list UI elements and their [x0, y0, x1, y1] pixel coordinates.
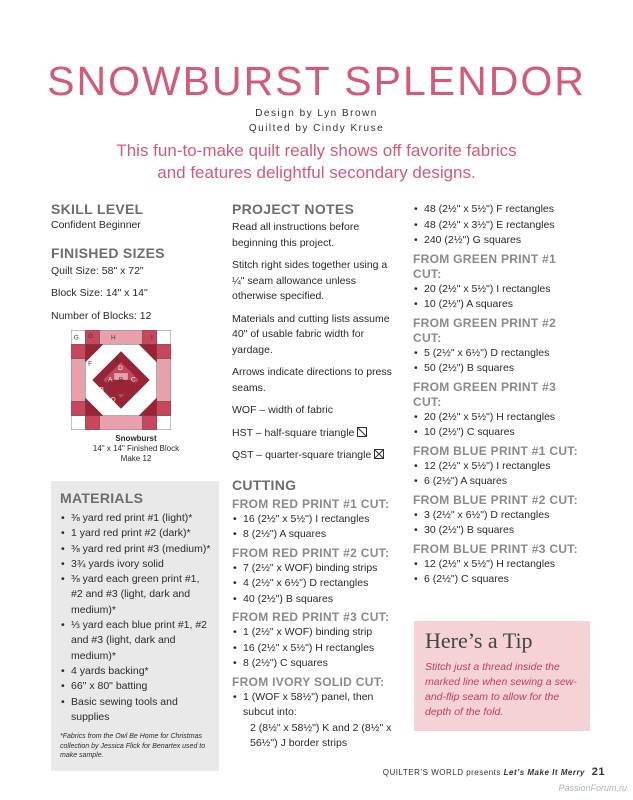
tagline-line-2: and features delightful secondary designs. — [157, 163, 476, 182]
materials-box — [51, 481, 219, 771]
list-item: • 4 (2½" x 6½") D rectangles — [232, 576, 402, 592]
tip-box — [414, 621, 590, 731]
right-column — [413, 202, 588, 588]
page-footer — [383, 766, 605, 778]
label-g-2: G — [88, 332, 94, 340]
list-item: • 30 (2½") B squares — [413, 523, 588, 539]
caption-size: 14" x 14" Finished Block — [92, 444, 180, 453]
tip-title: Here’s a Tip — [425, 628, 533, 653]
list-item: • 6 (2½") C squares — [413, 572, 588, 588]
label-b-1: B — [118, 376, 124, 384]
list-item: • 1 (WOF x 58½") panel, then subcut into: — [232, 690, 402, 721]
block-diagram — [71, 330, 171, 430]
list-item: • ⅜ yard red print #3 (medium)* — [60, 542, 211, 557]
materials-footnote: *Fabrics from the Owl Be Home for Christmas collection by Jessica Flick for Benartex used to make sample. — [60, 733, 206, 760]
list-item: • 3¾ yards ivory solid — [60, 557, 211, 572]
page-number: 21 — [591, 766, 605, 778]
list-item: • 6 (2½") A squares — [413, 474, 588, 490]
list-item: • 240 (2½") G squares — [413, 233, 588, 249]
red1-list — [232, 512, 402, 543]
list-item: • 5 (2½" x 6½") D rectangles — [413, 346, 588, 362]
figure-caption — [51, 434, 221, 464]
cutting-heading: CUTTING — [232, 476, 297, 493]
list-item: • 8 (2½") C squares — [232, 656, 402, 672]
list-item: • 20 (2½" x 5½") H rectangles — [413, 410, 588, 426]
note-5: WOF – width of fabric — [232, 404, 333, 416]
ivory-heading: FROM IVORY SOLID CUT: — [232, 674, 385, 689]
designer-credit: Design by Lyn Brown — [255, 108, 378, 119]
caption-make: Make 12 — [120, 454, 152, 463]
red2-heading: FROM RED PRINT #2 CUT: — [232, 545, 390, 560]
ivory-subcut: 2 (8½" x 58½") K and 2 (8½" x 56½") J border strips — [250, 721, 392, 749]
list-item: • 40 (2½") B squares — [232, 592, 402, 608]
green2-list — [413, 346, 588, 377]
quilt-size: Quilt Size: 58" x 72" — [51, 264, 144, 277]
ivory-list-cont — [413, 202, 588, 249]
list-item: • 8 (2½") A squares — [232, 527, 402, 543]
blue1-list — [413, 459, 588, 490]
red2-list — [232, 561, 402, 608]
list-item: • Basic sewing tools and supplies — [60, 695, 211, 726]
footer-magazine: QUILTER’S WORLD presents — [382, 768, 501, 777]
blue2-heading: FROM BLUE PRINT #2 CUT: — [413, 492, 578, 507]
list-item: • 12 (2½" x 5½") H rectangles — [413, 557, 588, 573]
note-2: Stitch right sides together using a ¼" seam allowance unless otherwise specified. — [232, 259, 388, 302]
blue2-list — [413, 508, 588, 539]
materials-heading: MATERIALS — [60, 490, 144, 506]
note-4: Arrows indicate directions to press seams. — [232, 366, 392, 394]
note-1: Read all instructions before beginning this project. — [232, 221, 360, 249]
note-7 — [232, 448, 402, 464]
label-g-1: G — [73, 334, 79, 342]
note-3: Materials and cutting lists assume 40" of usable fabric width for yardage. — [232, 312, 390, 356]
blue1-heading: FROM BLUE PRINT #1 CUT: — [413, 443, 578, 458]
note-6 — [232, 426, 402, 442]
block-size: Block Size: 14" x 14" — [51, 287, 148, 299]
list-item: • 20 (2½" x 5½") I rectangles — [413, 282, 588, 298]
half-square-triangle-icon — [357, 427, 367, 437]
hst-text: HST – half-square triangle — [232, 426, 355, 439]
list-item: • 48 (2½" x 3½") E rectangles — [413, 218, 588, 234]
label-i: I — [151, 334, 153, 342]
label-e: E — [115, 357, 120, 365]
list-item: • 1 (2½" x WOF) binding strip — [232, 625, 402, 641]
red3-heading: FROM RED PRINT #3 CUT: — [232, 610, 390, 624]
list-item: • 1 yard red print #2 (dark)* — [60, 526, 211, 541]
list-item: • 48 (2½" x 5½") F rectangles — [413, 202, 588, 218]
label-d: D — [118, 365, 123, 372]
list-item: • 3 (2½" x 6½") D rectangles — [413, 508, 588, 524]
label-h: H — [111, 334, 116, 342]
list-item: • 66" x 80" batting — [60, 679, 211, 694]
green3-heading: FROM GREEN PRINT #3 CUT: — [413, 379, 557, 409]
page-title: SNOWBURST SPLENDOR — [47, 58, 586, 104]
tagline-line-1: This fun-to-make quilt really shows off favorite fabrics — [116, 141, 517, 160]
credits — [0, 106, 633, 136]
notes-heading: PROJECT NOTES — [232, 201, 355, 217]
quilter-credit: Quilted by Cindy Kruse — [248, 123, 385, 134]
label-b-2: B — [99, 386, 104, 394]
sizes-heading: FINISHED SIZES — [51, 244, 165, 261]
label-a: A — [108, 376, 113, 384]
list-item: • 10 (2½") C squares — [413, 425, 588, 441]
list-item: • 12 (2½" x 5½") I rectangles — [413, 459, 588, 475]
list-item: • 10 (2½") A squares — [413, 297, 588, 313]
quarter-square-triangle-icon — [374, 449, 384, 459]
caption-title: Snowburst — [115, 434, 157, 443]
snowburst-block-svg — [71, 330, 171, 430]
skill-value: Confident Beginner — [51, 219, 141, 231]
tagline — [0, 140, 633, 184]
materials-list — [60, 511, 211, 725]
watermark: PassionForum.ru — [558, 783, 627, 793]
list-item: • ⅜ yard red print #1 (light)* — [60, 511, 211, 526]
green1-list — [413, 282, 588, 313]
label-c: C — [131, 376, 136, 384]
middle-column — [232, 200, 402, 752]
list-item: • ⅜ yard each green print #1, #2 and #3 (light, dark and medium)* — [60, 572, 211, 618]
skill-heading: SKILL LEVEL — [51, 201, 144, 217]
block-count: Number of Blocks: 12 — [51, 309, 152, 322]
list-item: • ⅓ yard each blue print #1, #2 and #3 (light, dark and medium)* — [60, 618, 211, 664]
tip-body: Stitch just a thread inside the marked line when sewing a sew-and-flip seam to allow for the depth of the fold. — [425, 661, 577, 718]
green1-heading: FROM GREEN PRINT #1 CUT: — [413, 251, 557, 281]
label-d-2: D — [111, 396, 116, 404]
qst-text: QST – quarter-square triangle — [232, 449, 372, 461]
list-item: • 16 (2½" x 5½") I rectangles — [232, 512, 402, 528]
blue3-list — [413, 557, 588, 588]
left-column — [51, 200, 221, 464]
blue3-heading: FROM BLUE PRINT #3 CUT: — [413, 541, 578, 556]
list-item: • 7 (2½" x WOF) binding strips — [232, 561, 402, 577]
red1-heading: FROM RED PRINT #1 CUT: — [232, 496, 390, 511]
ivory-list — [232, 690, 402, 721]
green3-list — [413, 410, 588, 441]
footer-issue: Let’s Make It Merry — [503, 768, 586, 777]
list-item: • 50 (2½") B squares — [413, 361, 588, 377]
list-item: • 4 yards backing* — [60, 664, 211, 679]
label-f: F — [88, 360, 93, 368]
red3-list — [232, 625, 402, 672]
list-item: • 16 (2½" x 5½") H rectangles — [232, 641, 402, 657]
green2-heading: FROM GREEN PRINT #2 CUT: — [413, 315, 557, 345]
